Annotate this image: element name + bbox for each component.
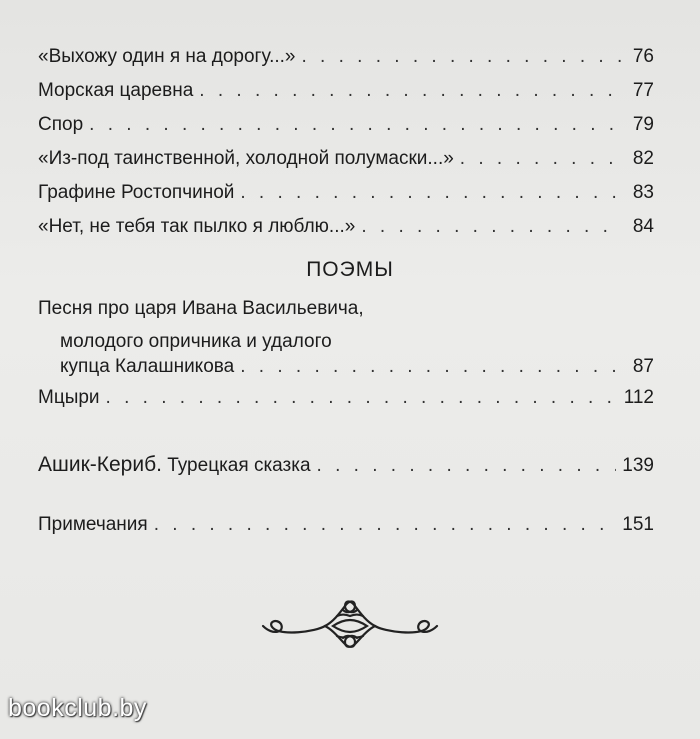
toc-entry-title: купца Калашникова [60, 356, 235, 377]
leader-dots [301, 45, 622, 69]
leader-dots [317, 454, 617, 478]
toc-entry-net-ne-tebya[interactable] [38, 215, 654, 239]
toc-entry-title [38, 453, 311, 478]
toc-entry-page: 83 [632, 182, 654, 203]
toc-entry-title: Спор [38, 114, 84, 135]
toc-entry-title: Мцыри [38, 387, 100, 408]
watermark-text: bookclub.by [8, 694, 147, 722]
leader-dots [154, 513, 617, 537]
toc-entry-title-main: Ашик-Кериб. [38, 453, 162, 476]
toc-entry-page: 79 [632, 114, 654, 135]
toc-entry-kalashnikov[interactable] [60, 355, 654, 379]
toc-entry-morskaya-tsarevna[interactable] [38, 79, 654, 103]
toc-entry-page: 76 [632, 46, 654, 67]
flourish-ornament-icon [255, 592, 445, 652]
leader-dots [240, 181, 622, 205]
leader-dots [106, 386, 618, 410]
toc-entry-title: Графине Ростопчиной [38, 182, 235, 203]
toc-entry-iz-pod[interactable] [38, 147, 654, 171]
leader-dots [460, 147, 622, 171]
toc-entry-kalashnikov-line1[interactable]: Песня про царя Ивана Васильевича, [38, 298, 364, 319]
toc-entry-ashik-kerib[interactable] [38, 453, 654, 478]
toc-entry-title: Морская царевна [38, 80, 194, 101]
toc-entry-page: 82 [632, 148, 654, 169]
toc-entry-primechaniya[interactable] [38, 513, 654, 537]
toc-entry-title: «Нет, не тебя так пылко я люблю...» [38, 216, 356, 237]
toc-entry-title: Примечания [38, 514, 148, 535]
toc-entry-title-sub: Турецкая сказка [167, 455, 311, 476]
toc-entry-grafine[interactable] [38, 181, 654, 205]
toc-entry-title: «Выхожу один я на дорогу...» [38, 46, 296, 67]
toc-entry-page: 151 [622, 514, 654, 535]
leader-dots [89, 113, 622, 137]
toc-entry-kalashnikov-line2[interactable]: молодого опричника и удалого [60, 331, 332, 352]
leader-dots [240, 355, 622, 379]
toc-entry-page: 84 [632, 216, 654, 237]
toc-entry-mtsyri[interactable] [38, 386, 654, 410]
toc-entry-page: 87 [632, 356, 654, 377]
section-heading-poemy: ПОЭМЫ [306, 258, 394, 281]
leader-dots [199, 79, 622, 103]
leader-dots [361, 215, 622, 239]
toc-entry-vykhozhu[interactable] [38, 45, 654, 69]
toc-entry-page: 139 [622, 455, 654, 476]
toc-entry-page: 77 [632, 80, 654, 101]
toc-entry-title: «Из-под таинственной, холодной полумаски...» [38, 148, 454, 169]
toc-entry-spor[interactable] [38, 113, 654, 137]
toc-entry-page: 112 [623, 387, 654, 408]
